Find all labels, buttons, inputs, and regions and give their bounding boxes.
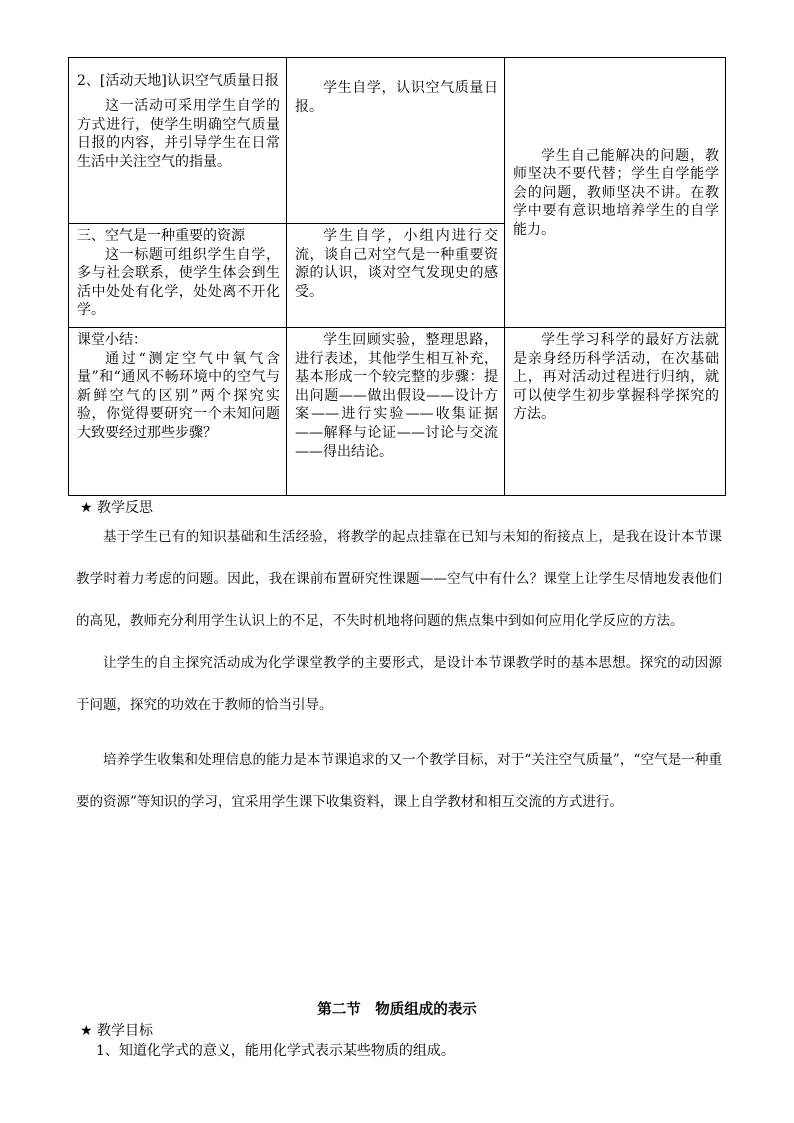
goals-heading xyxy=(80,1022,153,1040)
star-icon: ★ xyxy=(80,500,93,516)
cell-body: 学生自学，认识空气质量日报。 xyxy=(295,80,498,115)
goals-heading-text: 教学目标 xyxy=(97,1023,154,1039)
reflection-paragraph-3: 培养学生收集和处理信息的能力是本节课追求的又一个教学目标，对于“关注空气质量”，“空气是一种重要的资源”等知识的学习，宜采用学生课下收集资料，课上自学教材和相互交流的方式进行。 xyxy=(76,752,722,810)
table-cell xyxy=(505,328,726,496)
cell-body: 这一标题可组织学生自学，多与社会联系，使学生体会到生活中处处有化学，处处离不开化学。 xyxy=(77,246,280,319)
table-cell xyxy=(505,58,726,328)
reflection-heading-text: 教学反思 xyxy=(97,500,154,516)
cell-body: 学生学习科学的最好方法就是亲身经历科学活动，在次基础上，再对活动过程进行归纳，就可以使学生初步掌握科学探究的方法。 xyxy=(513,332,719,423)
cell-title: 三、空气是一种重要的资源 xyxy=(77,228,245,244)
reflection-paragraph-2: 让学生的自主探究活动成为化学课堂教学的主要形式，是设计本节课教学时的基本思想。探究的动因源于问题，探究的功效在于教师的恰当引导。 xyxy=(76,655,722,713)
reflection-heading xyxy=(80,499,153,517)
cell-body: 学生自己能解决的问题，教师坚决不要代替；学生自学能学会的问题，教师坚决不讲。在教学中要有意识地培养学生的自学能力。 xyxy=(513,147,719,238)
lesson-table xyxy=(68,57,726,496)
cell-title: 课堂小结： xyxy=(77,332,147,348)
table-row xyxy=(69,328,726,496)
star-icon: ★ xyxy=(80,1023,93,1039)
reflection-paragraph-1: 基于学生已有的知识基础和生活经验，将教学的起点挂靠在已知与未知的衔接点上，是我在设计本节课教学时着力考虑的问题。因此，我在课前布置研究性课题——空气中有什么？课堂上让学生尽情地发表他们的高见，教师充分利用学生认识上的不足，不失时机地将问题的焦点集中到如何应用化学反应的方法。 xyxy=(76,529,722,629)
goal-item-1: 1、知道化学式的意义，能用化学式表示某些物质的组成。 xyxy=(96,1043,455,1059)
cell-body: 通过“测定空气中氧气含量”和“通风不畅环境中的空气与新鲜空气的区别”两个探究实验，你觉得要研究一个未知问题大致要经过那些步骤？ xyxy=(77,350,280,441)
table-cell xyxy=(69,328,287,496)
section-title: 第二节 物质组成的表示 xyxy=(317,1001,477,1018)
table-cell xyxy=(287,328,505,496)
table-cell xyxy=(69,58,287,224)
table-cell xyxy=(69,224,287,328)
cell-body: 学生回顾实验，整理思路，进行表述，其他学生相互补充，基本形成一个较完整的步骤：提出问题——做出假设——设计方案——进行实验——收集证据——解释与论证——讨论与交流——得出结论。 xyxy=(295,332,498,460)
cell-body: 这一活动可采用学生自学的方式进行，使学生明确空气质量日报的内容，并引导学生在日常生活中关注空气的指量。 xyxy=(77,98,280,170)
table-cell xyxy=(287,58,505,224)
table-row xyxy=(69,58,726,224)
cell-title: 2、[活动天地]认识空气质量日报 xyxy=(77,73,279,89)
table-cell xyxy=(287,224,505,328)
cell-body: 学生自学，小组内进行交流，谈自己对空气是一种重要资源的认识，谈对空气发现史的感受。 xyxy=(295,228,498,300)
